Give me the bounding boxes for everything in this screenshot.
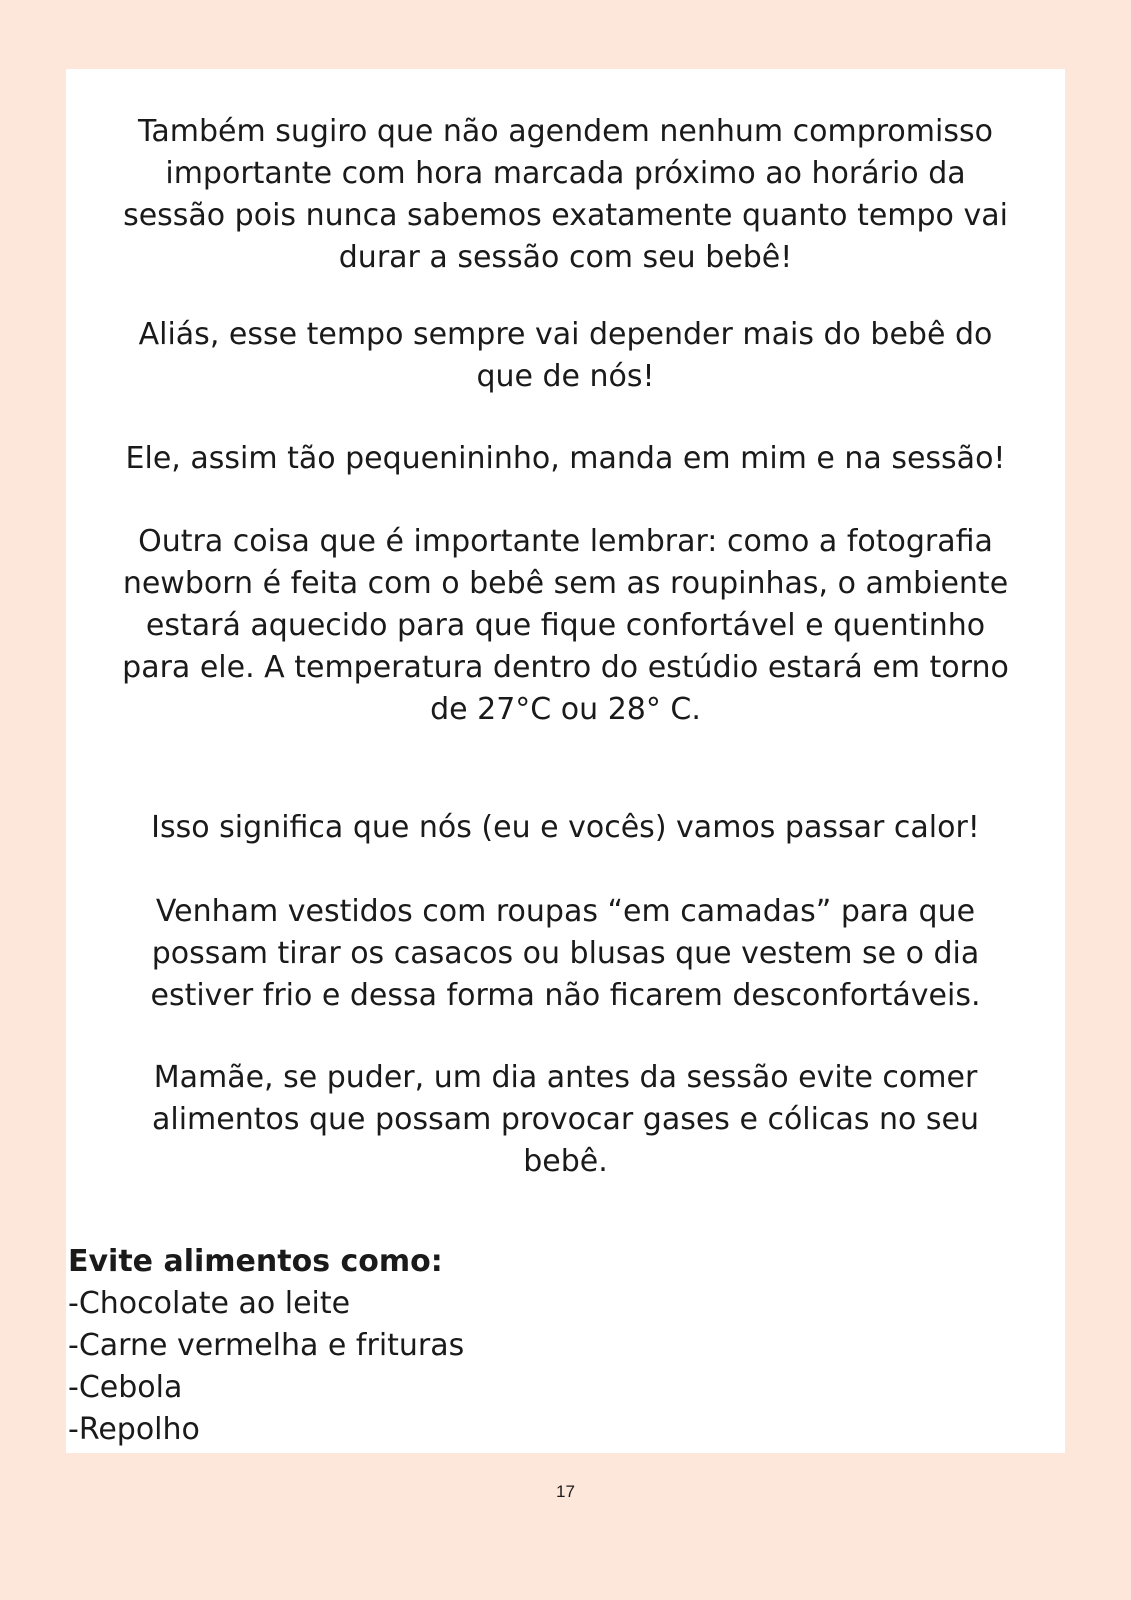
text-line: sessão pois nunca sabemos exatamente quanto tempo vai (123, 198, 1008, 233)
text-line: para ele. A temperatura dentro do estúdio estará em torno (122, 650, 1009, 685)
page-number: 17 (556, 1482, 575, 1501)
text-line: Venham vestidos com roupas “em camadas” para que (155, 894, 976, 929)
text-line: Mamãe, se puder, um dia antes da sessão evite comer (153, 1060, 978, 1095)
text-line: estará aquecido para que fique confortável e quentinho (145, 608, 986, 643)
text-line: possam tirar os casacos ou blusas que vestem se o dia (151, 936, 980, 971)
food-list (68, 1241, 464, 1451)
text-line: Também sugiro que não agendem nenhum compromisso (138, 114, 993, 149)
list-item: -Chocolate ao leite (68, 1286, 351, 1321)
list-item: -Cebola (68, 1370, 183, 1405)
text-line: newborn é feita com o bebê sem as roupinhas, o ambiente (122, 566, 1009, 601)
paragraph-heat (66, 807, 1065, 849)
text-line: Aliás, esse tempo sempre vai depender mais do bebê do (138, 317, 993, 352)
text-line: bebê. (523, 1144, 608, 1179)
text-line: Ele, assim tão pequenininho, manda em mim e na sessão! (125, 441, 1006, 476)
list-item: -Repolho (68, 1412, 200, 1447)
paragraph-baby-rules (66, 438, 1065, 480)
food-list-heading: Evite alimentos como: (68, 1244, 443, 1279)
text-line: alimentos que possam provocar gases e cólicas no seu (151, 1102, 980, 1137)
paragraph-time-depends (66, 314, 1065, 398)
paragraph-mom-diet (66, 1057, 1065, 1183)
page-panel (66, 69, 1065, 1453)
text-line: estiver frio e dessa forma não ficarem desconfortáveis. (150, 978, 981, 1013)
paragraph-temperature (66, 521, 1065, 731)
text-line: Outra coisa que é importante lembrar: como a fotografia (138, 524, 993, 559)
text-line: que de nós! (476, 359, 655, 394)
text-line: durar a sessão com seu bebê! (338, 240, 793, 275)
text-line: Isso significa que nós (eu e vocês) vamos passar calor! (151, 810, 980, 845)
text-line: importante com hora marcada próximo ao horário da (165, 156, 966, 191)
text-line: de 27°C ou 28° C. (430, 692, 701, 727)
paragraph-clothing (66, 891, 1065, 1017)
list-item: -Carne vermelha e frituras (68, 1328, 465, 1363)
paragraph-appointments (66, 111, 1065, 279)
